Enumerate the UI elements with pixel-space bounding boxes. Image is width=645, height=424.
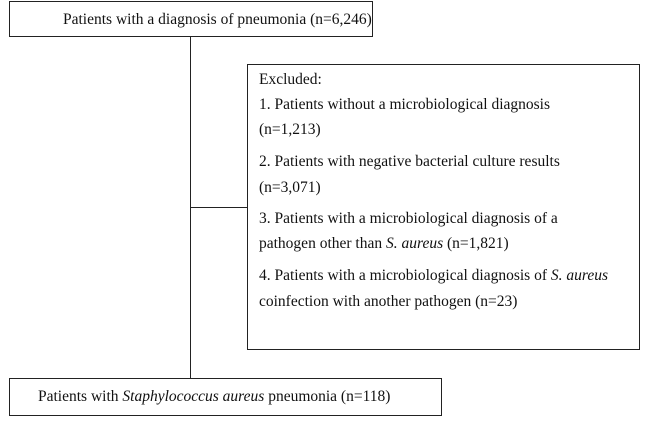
- exclusion-item-2-line-2: (n=3,071): [259, 179, 321, 196]
- exclusion-item-4-organism: S. aureus: [550, 267, 608, 284]
- exclusion-item-3-organism: S. aureus: [385, 235, 444, 252]
- exclusion-heading: Excluded:: [259, 71, 322, 88]
- exclusion-item-4-line-2: coinfection with another pathogen (n=23): [259, 293, 518, 310]
- exclusion-item-1-line-1: 1. Patients without a microbiological diagnosis: [259, 96, 551, 113]
- total-patients-box: [9, 1, 373, 37]
- exclusion-item-4-text-pre: 4. Patients with a microbiological diagnosis of: [259, 267, 551, 284]
- exclusion-item-3-text-pre: pathogen other than: [259, 235, 386, 252]
- included-patients-text-pre: Patients with: [38, 388, 123, 405]
- included-patients-count: pneumonia (n=118): [264, 388, 391, 405]
- exclusion-item-2-line-1: 2. Patients with negative bacterial culture results: [259, 153, 560, 170]
- included-patients-label: [38, 388, 390, 406]
- exclusion-item-1-line-2: (n=1,213): [259, 121, 321, 138]
- included-patients-organism: Staphylococcus aureus: [122, 388, 265, 405]
- exclusion-item-3-line-2: [259, 235, 509, 253]
- exclusion-item-3-line-1: 3. Patients with a microbiological diagnosis of a: [259, 210, 558, 227]
- exclusion-item-4-line-1: [259, 267, 608, 285]
- exclusion-connector-line: [190, 207, 247, 208]
- exclusion-box: [247, 64, 640, 350]
- exclusion-item-3-count: (n=1,821): [443, 235, 509, 252]
- included-patients-box: [9, 378, 442, 416]
- total-patients-label: Patients with a diagnosis of pneumonia (n=6,246): [63, 11, 372, 28]
